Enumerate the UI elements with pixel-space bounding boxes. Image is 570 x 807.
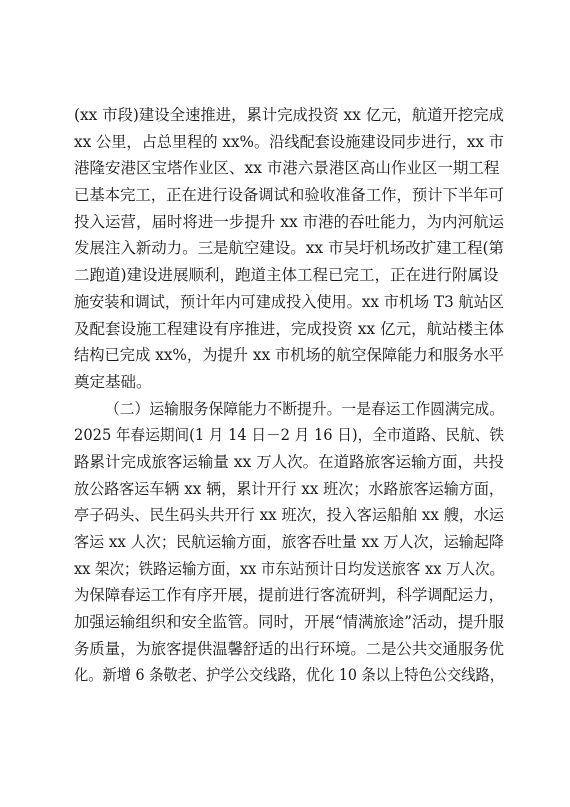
text-line: 已基本完工，正在进行设备调试和验收准备工作，预计下半年可 [74, 186, 504, 205]
text-line: xx 架次；铁路运输方面，xx 市东站预计日均发送旅客 xx 万人次。 [74, 559, 504, 578]
text-line: xx 公里，占总里程的 xx%。沿线配套设施建设同步进行，xx 市 [74, 132, 504, 151]
paragraph-1 [74, 102, 504, 396]
text-line: 亭子码头、民生码头共开行 xx 班次，投入客运船舶 xx 艘，水运 [74, 506, 504, 525]
text-line: 客运 xx 人次；民航运输方面，旅客吞吐量 xx 万人次，运输起降 [74, 533, 504, 551]
text-line: 投入运营，届时将进一步提升 xx 市港的吞吐能力，为内河航运 [74, 212, 504, 231]
body-text [74, 102, 504, 689]
text-line: 2025 年春运期间(1 月 14 日－2 月 16 日)，全市道路、民航、铁 [74, 426, 504, 445]
paragraph-2 [74, 396, 504, 690]
text-line: 二跑道)建设进展顺利，跑道主体工程已完工，正在进行附属设 [74, 266, 499, 285]
text-line: 施安装和调试，预计年内可建成投入使用。xx 市机场 T3 航站区 [74, 292, 504, 311]
text-line: 及配套设施工程建设有序推进，完成投资 xx 亿元，航站楼主体 [74, 319, 504, 338]
section-heading-line: （二）运输服务保障能力不断提升。一是春运工作圆满完成。 [105, 399, 504, 418]
text-line: (xx 市段)建设全速推进，累计完成投资 xx 亿元，航道开挖完成 [74, 106, 504, 124]
text-line: 务质量，为旅客提供温馨舒适的出行环境。二是公共交通服务优 [74, 639, 504, 658]
text-line: 结构已完成 xx%，为提升 xx 市机场的航空保障能力和服务水平 [74, 346, 504, 365]
text-line: 路累计完成旅客运输量 xx 万人次。在道路旅客运输方面，共投 [74, 452, 504, 471]
text-line: 奠定基础。 [74, 372, 152, 391]
text-line: 化。新增 6 条敬老、护学公交线路，优化 10 条以上特色公交线路， [74, 666, 504, 685]
text-line: 港隆安港区宝塔作业区、xx 市港六景港区高山作业区一期工程 [74, 159, 500, 178]
text-line: 为保障春运工作有序开展，提前进行客流研判，科学调配运力， [74, 586, 504, 605]
text-line: 放公路客运车辆 xx 辆，累计开行 xx 班次；水路旅客运输方面， [74, 479, 504, 498]
text-line: 加强运输组织和安全监管。同时，开展“情满旅途”活动，提升服 [74, 613, 504, 632]
text-line: 发展注入新动力。三是航空建设。xx 市吴圩机场改扩建工程(第 [74, 239, 504, 258]
